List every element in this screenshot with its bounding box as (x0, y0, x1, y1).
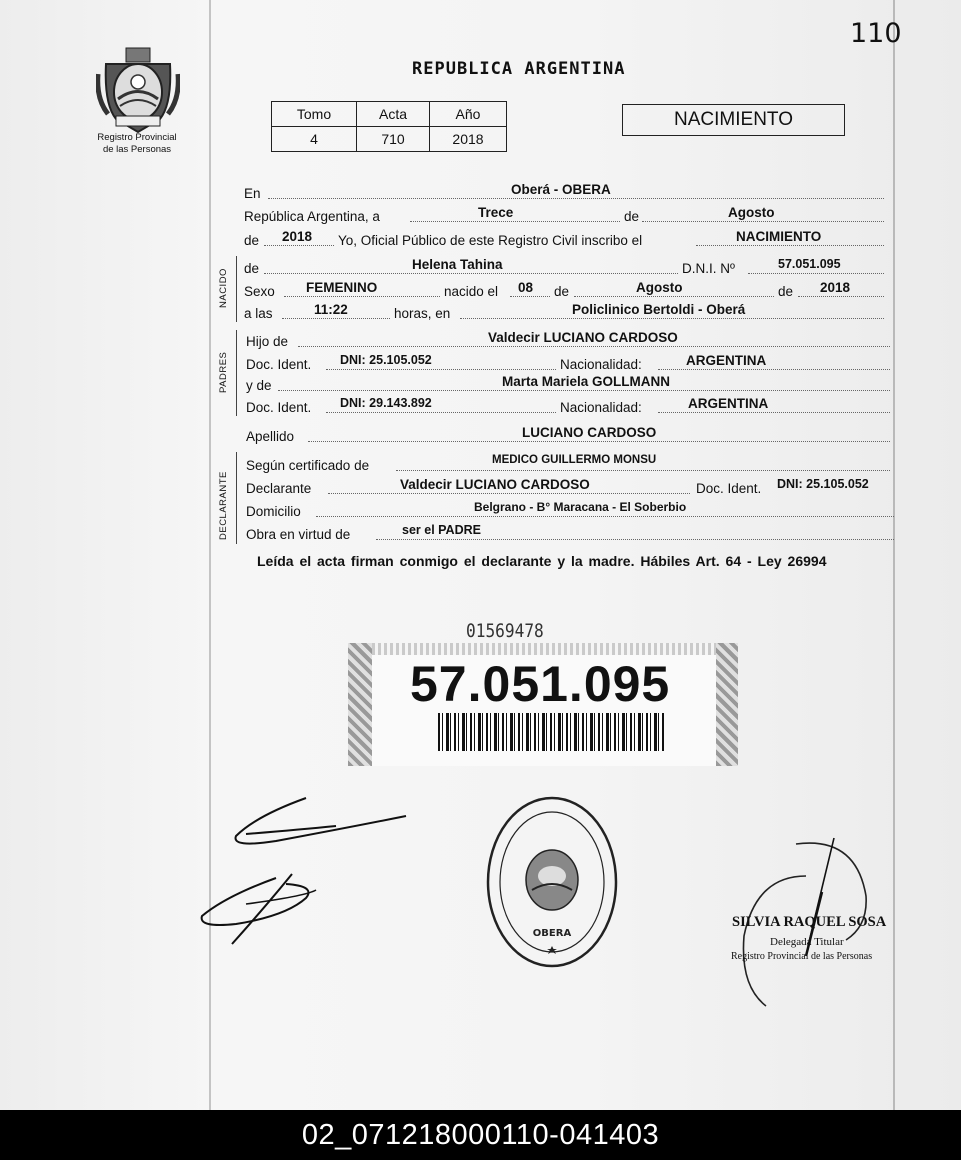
row-nombre: de Helena Tahina D.N.I. Nº 57.051.095 (244, 261, 884, 279)
row-domicilio: Domicilio Belgrano - B° Maracana - El Soberbio (246, 504, 894, 522)
value-lugar: Policlinico Bertoldi - Oberá (572, 302, 746, 317)
header-tomo: Tomo (272, 102, 357, 127)
value-doc-declarante: DNI: 25.105.052 (777, 477, 869, 491)
official-office: Registro Provincial de las Personas (731, 951, 873, 962)
side-label-padres: PADRES (218, 351, 229, 393)
value-obra: ser el PADRE (402, 523, 481, 537)
row-doc-madre: Doc. Ident. DNI: 29.143.892 Nacionalidad: ARGENTINA (246, 400, 890, 418)
row-certificado: Según certificado de MEDICO GUILLERMO MONSU (246, 458, 890, 476)
record-table (271, 101, 507, 152)
value-declarante: Valdecir LUCIANO CARDOSO (400, 477, 590, 492)
value-doc-madre: DNI: 29.143.892 (340, 396, 432, 410)
value-tipo-inscripcion: NACIMIENTO (736, 229, 822, 244)
barcode-icon (438, 713, 664, 751)
value-acta: 710 (357, 127, 430, 152)
side-label-declarante: DECLARANTE (218, 471, 229, 540)
dni-sticker (348, 643, 738, 766)
page-number: 110 (850, 18, 902, 49)
official-role: Delegada Titular (770, 936, 844, 948)
header-acta: Acta (357, 102, 430, 127)
value-domicilio: Belgrano - B° Maracana - El Soberbio (474, 500, 687, 514)
label-en: En (244, 186, 261, 201)
value-tomo: 4 (272, 127, 357, 152)
value-nacido-mes: Agosto (636, 280, 683, 295)
value-nac-madre: ARGENTINA (688, 396, 769, 411)
value-padre: Valdecir LUCIANO CARDOSO (488, 330, 678, 345)
row-hora-lugar: a las 11:22 horas, en Policlinico Bertoldi - Oberá (244, 306, 884, 324)
row-doc-padre: Doc. Ident. DNI: 25.105.052 Nacionalidad: ARGENTINA (246, 357, 890, 375)
row-en (244, 182, 884, 204)
side-label-nacido: NACIDO (218, 268, 229, 308)
row-padre: Hijo de Valdecir LUCIANO CARDOSO (246, 334, 890, 352)
value-hora: 11:22 (314, 302, 348, 317)
value-nombre: Helena Tahina (412, 257, 503, 272)
registro-caption: Registro Provincial de las Personas (97, 132, 177, 155)
record-type-box: NACIMIENTO (622, 104, 845, 136)
value-doc-padre: DNI: 25.105.052 (340, 353, 432, 367)
official-name: SILVIA RAQUEL SOSA (732, 914, 887, 930)
row-obra: Obra en virtud de ser el PADRE (246, 527, 894, 545)
province-coat-of-arms-icon (96, 44, 180, 134)
value-certificado: MEDICO GUILLERMO MONSU (492, 454, 657, 466)
value-sexo: FEMENINO (306, 280, 378, 295)
serial-number: 01569478 (466, 620, 544, 642)
value-anio: 2018 (430, 127, 507, 152)
value-dia: Trece (478, 205, 514, 220)
document-title: REPUBLICA ARGENTINA (412, 59, 626, 79)
sticker-dni-number: 57.051.095 (410, 656, 671, 712)
row-madre: y de Marta Mariela GOLLMANN (246, 378, 890, 396)
official-stamp-icon (484, 794, 620, 970)
value-madre: Marta Mariela GOLLMANN (502, 374, 671, 389)
row-apellido: Apellido LUCIANO CARDOSO (246, 429, 890, 447)
record-table-header (272, 102, 507, 127)
value-dni: 57.051.095 (778, 257, 841, 271)
observation-note: Leída el acta firman conmigo el declarante y la madre. Hábiles Art. 64 - Ley 26994 (257, 553, 827, 569)
row-fecha: República Argentina, a Trece de Agosto (244, 209, 884, 227)
value-localidad: Oberá - OBERA (511, 182, 611, 197)
record-table-values (272, 127, 507, 152)
value-nacido-anio: 2018 (820, 280, 851, 295)
value-anio-registro: 2018 (282, 229, 313, 244)
row-inscribo: de 2018 Yo, Oficial Público de este Registro Civil inscribo el NACIMIENTO (244, 233, 884, 251)
header-anio: Año (430, 102, 507, 127)
row-sexo: Sexo FEMENINO nacido el 08 de Agosto de 2018 (244, 284, 884, 302)
row-declarante: Declarante Valdecir LUCIANO CARDOSO Doc. Ident. DNI: 25.105.052 (246, 477, 869, 496)
page-edge (893, 0, 895, 1110)
value-nacido-dia: 08 (518, 280, 534, 295)
stamp-city: OBERA (532, 928, 572, 939)
value-apellido: LUCIANO CARDOSO (522, 425, 657, 440)
value-mes: Agosto (728, 205, 775, 220)
footer-code-bar: 02_071218000110-041403 (0, 1110, 961, 1160)
declarant-signature-icon (196, 786, 426, 966)
value-nac-padre: ARGENTINA (686, 353, 767, 368)
